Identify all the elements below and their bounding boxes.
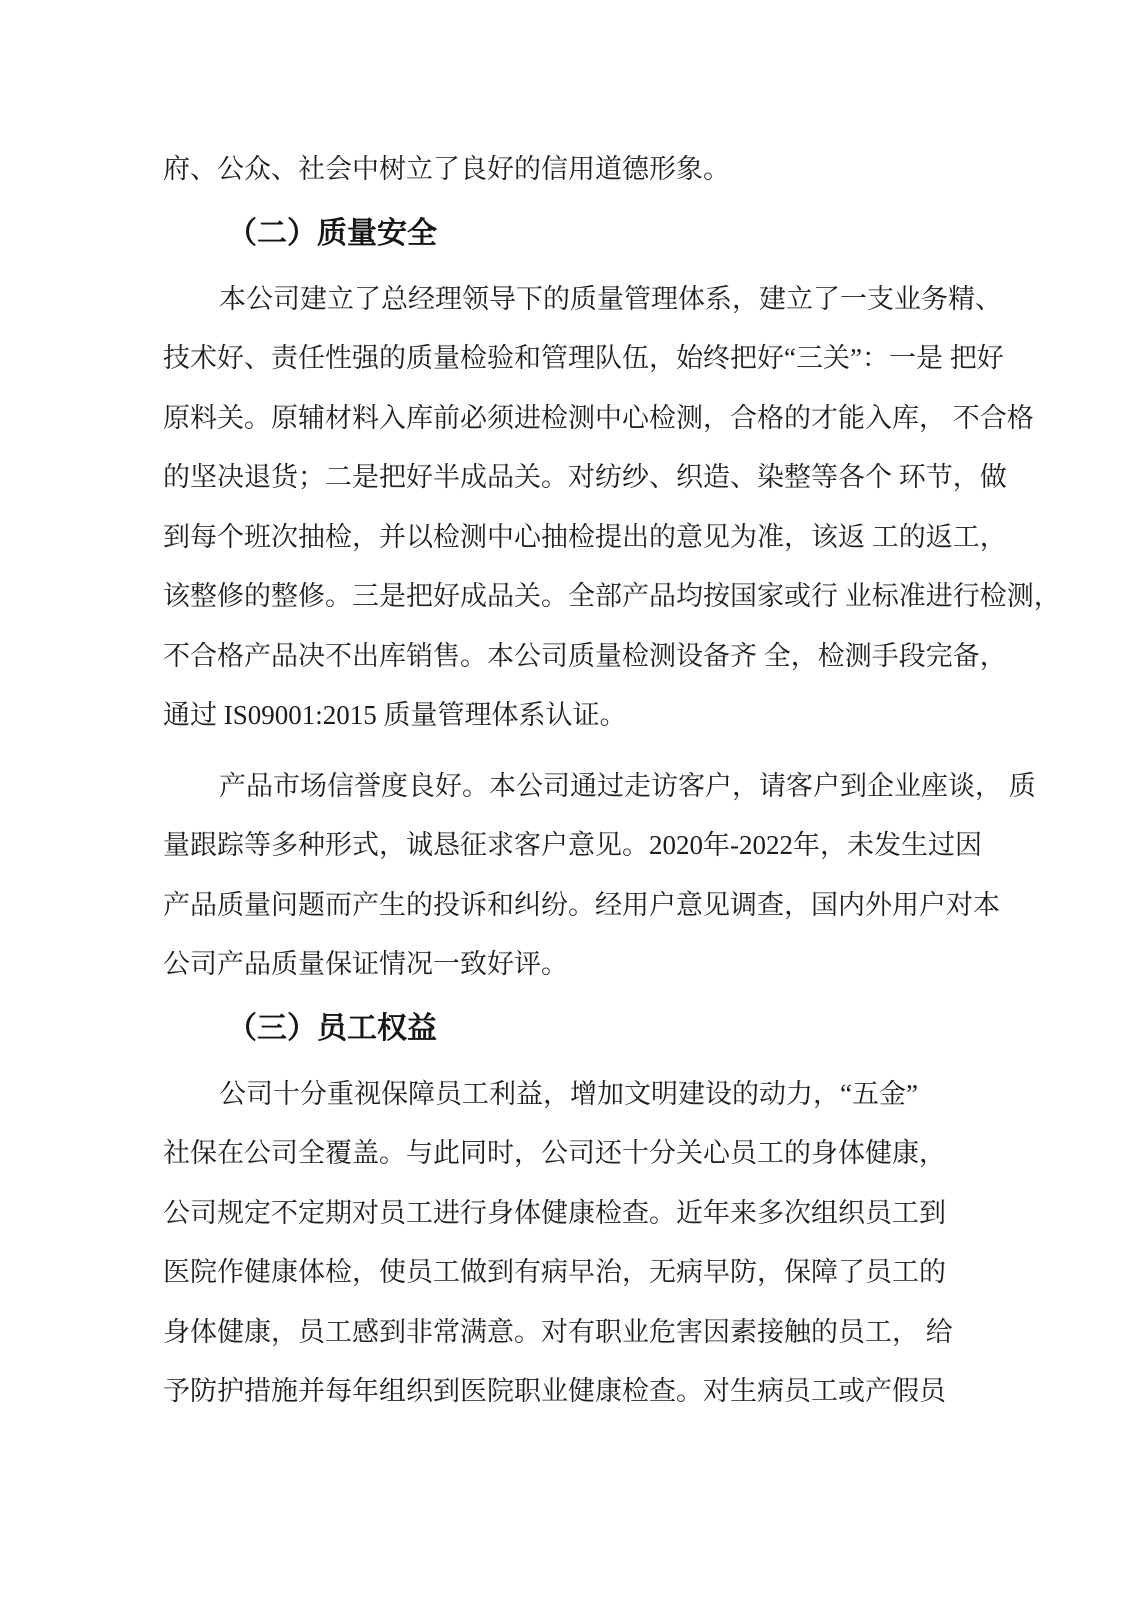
text-line: 本公司建立了总经理领导下的质量管理体系，建立了一支业务精、 bbox=[219, 283, 1002, 314]
section-heading: （三）员工权益 bbox=[227, 1011, 437, 1045]
text-line: 府、公众、社会中树立了良好的信用道德形象。 bbox=[163, 154, 730, 184]
text-line: 产品市场信誉度良好。本公司通过走访客户，请客户到企业座谈， 质 bbox=[219, 770, 1036, 801]
section-heading: （二）质量安全 bbox=[227, 216, 437, 250]
text-line: 该整修的整修。三是把好成品关。全部产品均按国家或行 业标准进行检测， bbox=[163, 581, 1061, 611]
text-line: 通过 IS09001:2015 质量管理体系认证。 bbox=[163, 700, 627, 730]
text-line: 技术好、责任性强的质量检验和管理队伍，始终把好“三关”：一是 把好 bbox=[163, 343, 1004, 373]
text-line: 予防护措施并每年组织到医院职业健康检查。对生病员工或产假员 bbox=[163, 1376, 946, 1406]
text-line: 原料关。原辅材料入库前必须进检测中心检测，合格的才能入库， 不合格 bbox=[163, 402, 1034, 433]
text-line: 社保在公司全覆盖。与此同时，公司还十分关心员工的身体健康， bbox=[163, 1138, 946, 1168]
text-line: 的坚决退货；二是把好半成品关。对纺纱、织造、染整等各个 环节，做 bbox=[163, 462, 1007, 492]
text-line: 公司规定不定期对员工进行身体健康检查。近年来多次组织员工到 bbox=[163, 1197, 946, 1228]
text-line: 量跟踪等多种形式，诚恳征求客户意见。2020年-2022年，未发生过因 bbox=[163, 830, 982, 860]
text-line: 到每个班次抽检，并以检测中心抽检提出的意见为准，该返 工的返工， bbox=[163, 521, 1007, 552]
text-line: 医院作健康体检，使员工做到有病早治，无病早防，保障了员工的 bbox=[163, 1257, 946, 1287]
page-content bbox=[163, 140, 1093, 1422]
text-line: 身体健康，员工感到非常满意。对有职业危害因素接触的员工， 给 bbox=[163, 1316, 953, 1347]
text-line: 不合格产品决不出库销售。本公司质量检测设备齐 全，检测手段完备， bbox=[163, 640, 1007, 671]
text-line: 公司十分重视保障员工利益，增加文明建设的动力，“五金” bbox=[219, 1078, 918, 1109]
text-line: 公司产品质量保证情况一致好评。 bbox=[163, 949, 568, 979]
text-line: 产品质量问题而产生的投诉和纠纷。经用户意见调查，国内外用户对本 bbox=[163, 889, 1000, 920]
